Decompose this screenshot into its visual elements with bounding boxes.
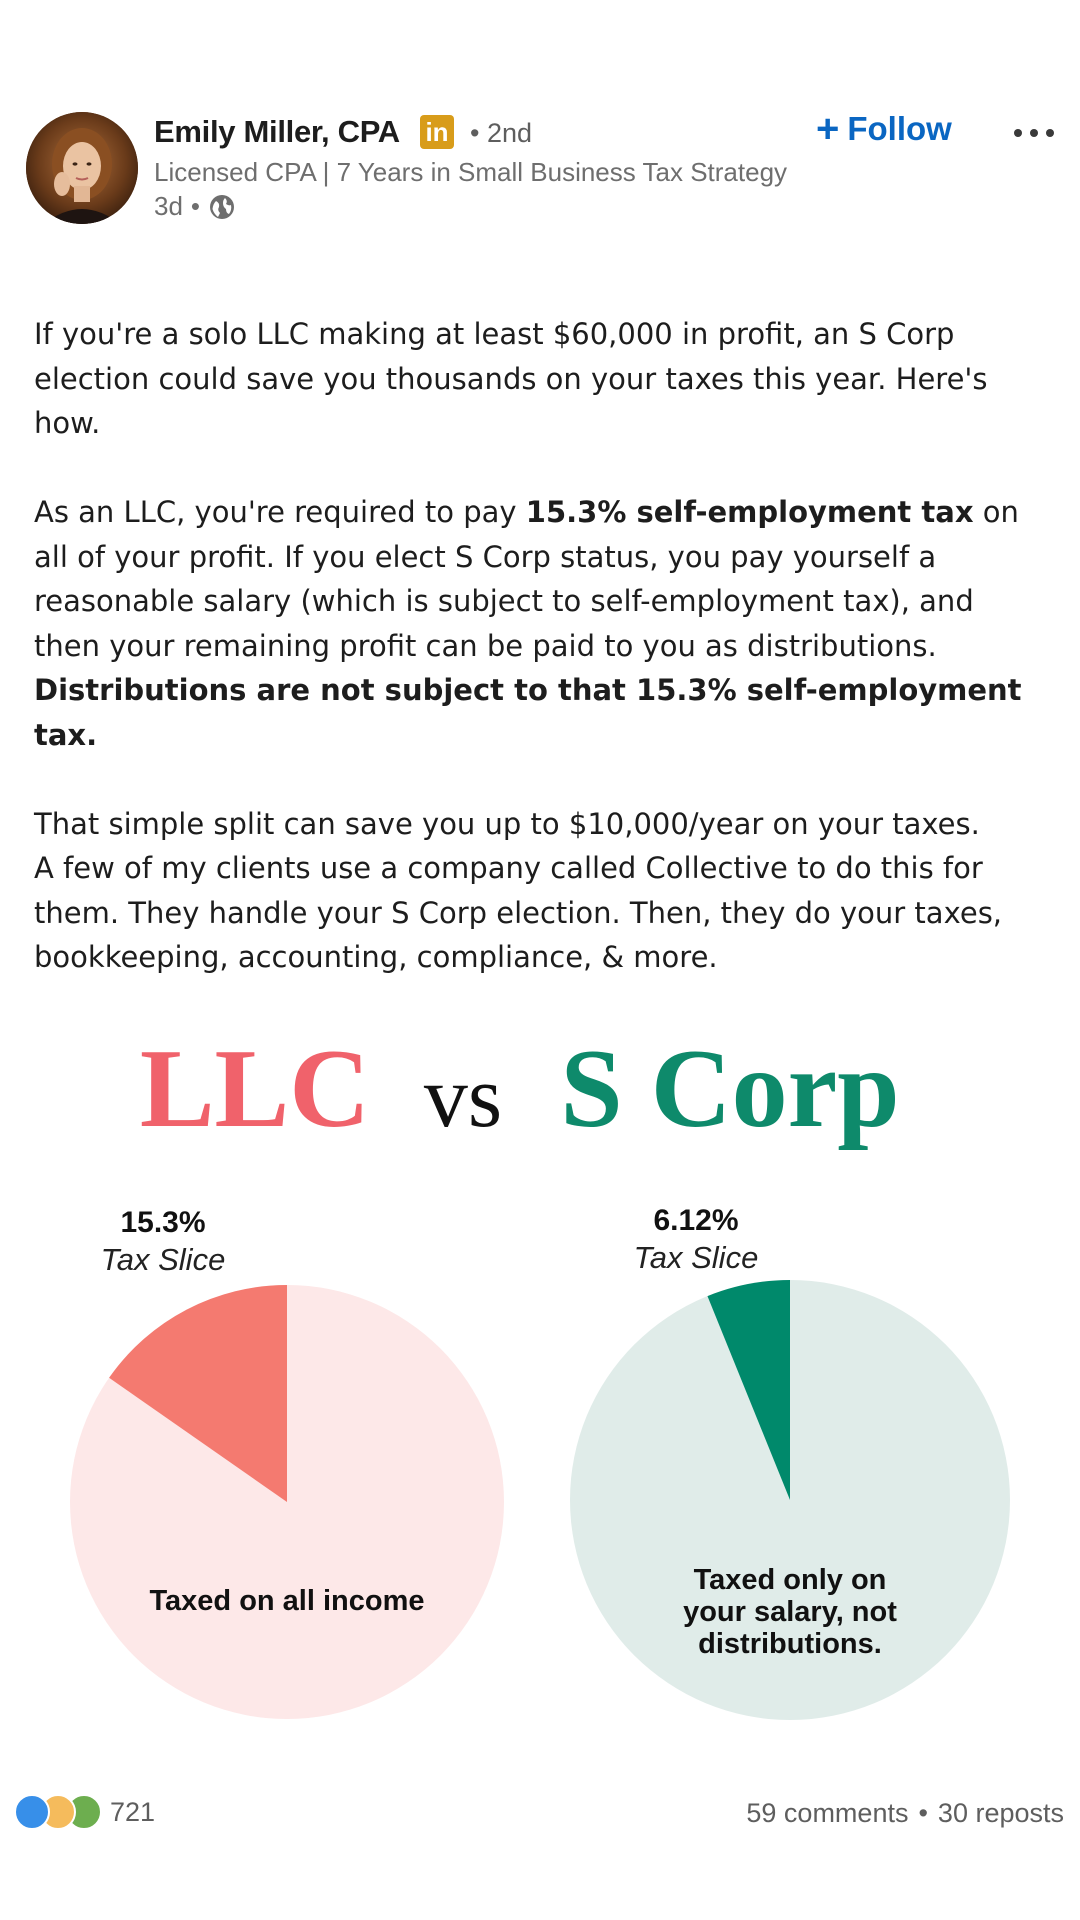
reposts-count[interactable]: 30 reposts: [937, 1798, 1064, 1828]
author-avatar[interactable]: [26, 112, 138, 224]
post-text: As an LLC, you're required to pay: [34, 495, 526, 529]
llc-pct-label: 15.3%: [120, 1206, 206, 1239]
globe-icon: [208, 193, 236, 221]
reactions-summary[interactable]: [14, 1794, 155, 1830]
post-time: 3d: [154, 191, 183, 221]
scorp-sub-label: Tax Slice: [633, 1240, 759, 1275]
scorp-pct-label: 6.12%: [653, 1204, 739, 1237]
post-header: [0, 0, 1080, 240]
more-dot: [1014, 129, 1022, 137]
post-body: [34, 312, 1044, 1024]
author-name[interactable]: Emily Miller, CPA: [154, 114, 400, 149]
llc-caption: Taxed on all income: [149, 1585, 425, 1617]
llc-pie-chart: [70, 1285, 504, 1719]
more-dot: [1030, 129, 1038, 137]
more-dot: [1046, 129, 1054, 137]
comment-repost-stats: [746, 1798, 1064, 1829]
like-icon: [14, 1794, 50, 1830]
comparison-graphic: [0, 1000, 1080, 1760]
follow-label: Follow: [847, 110, 952, 147]
linkedin-premium-icon: in: [420, 115, 454, 149]
social-counts-bar: [0, 1790, 1080, 1850]
scorp-caption-line-2: your salary, not: [683, 1596, 897, 1628]
post-paragraph-1: If you're a solo LLC making at least $60,000 in profit, an S Corp election could save you thousands on your taxes this year. Here's how.: [34, 317, 988, 440]
post-paragraph-2: [34, 490, 1044, 757]
connection-degree: • 2nd: [470, 118, 533, 148]
post-bold-text: Distributions are not subject to that 15.3% self-employment tax.: [34, 673, 1022, 752]
post-text: That simple split can save you up to $10,000/year on your taxes.: [34, 806, 980, 841]
post-paragraph-3: [34, 802, 1044, 980]
meta-separator: •: [190, 191, 201, 221]
author-headline: Licensed CPA | 7 Years in Small Business Tax Strategy: [154, 157, 788, 187]
reactions-count: 721: [110, 1796, 156, 1827]
post-text: on all of your profit. If you elect S Corp status, you pay yourself a reasonable salary (which is subject to self-employment tax), and then your remaining profit can be paid to you as distributions.: [34, 495, 1019, 663]
title-scorp: S Corp: [560, 1027, 900, 1151]
stats-separator: •: [918, 1798, 928, 1828]
llc-sub-label: Tax Slice: [100, 1242, 226, 1277]
title-llc: LLC: [139, 1027, 371, 1151]
post-meta: [154, 191, 236, 222]
follow-button[interactable]: [816, 107, 952, 151]
more-options-icon[interactable]: [1014, 118, 1054, 148]
post-text: A few of my clients use a company called Collective to do this for them. They handle your S Corp election. Then, they do your taxes, bookkeeping, accounting, compliance, & more.: [34, 851, 1003, 974]
avatar-portrait-icon: [26, 112, 138, 224]
scorp-caption-line-3: distributions.: [698, 1628, 882, 1660]
plus-icon: +: [816, 107, 840, 151]
post-bold-text: 15.3% self-employment tax: [525, 495, 974, 529]
scorp-caption-line-1: Taxed only on: [693, 1564, 887, 1596]
comments-count[interactable]: 59 comments: [746, 1798, 909, 1828]
title-vs: vs: [423, 1049, 503, 1146]
post-image[interactable]: [0, 1000, 1080, 1760]
